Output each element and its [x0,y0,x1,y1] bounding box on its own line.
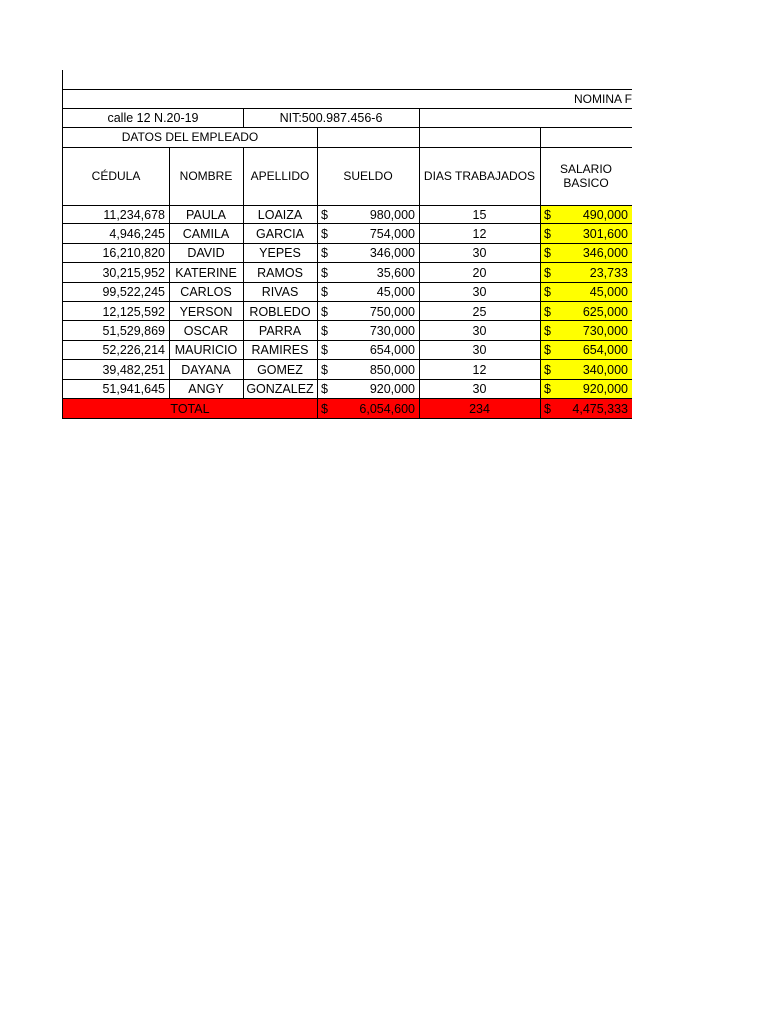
cell-value: 12,125,592 [102,304,165,319]
currency-sign: $ [321,304,328,319]
cell-sueldo [317,205,419,224]
cell-dias [419,224,540,243]
cell-value: 30 [472,246,487,261]
grid-line [317,127,318,147]
cell-value: 51,529,869 [102,324,165,339]
currency-sign: $ [321,265,328,280]
cell-value: 346,000 [582,246,628,261]
cell-salario [540,244,632,263]
cell-value: 52,226,214 [102,343,165,358]
cell-apellido [243,341,317,360]
cell-apellido [243,283,317,302]
cell-value: 35,600 [376,265,415,280]
currency-sign: $ [321,382,328,397]
cell-value: 30 [472,324,487,339]
grid-line [62,379,632,380]
grid-line [62,262,632,263]
cell-dias [419,302,540,321]
currency-sign: $ [544,227,551,242]
cell-cedula [63,321,169,340]
cell-value: 346,000 [369,246,415,261]
cell-cedula [63,263,169,282]
cell-value: DAVID [187,246,225,261]
currency-sign: $ [544,343,551,358]
header-cedula: CÉDULA [91,169,141,183]
cell-value: 45,000 [376,285,415,300]
cell-salario [540,341,632,360]
header-sueldo: SUELDO [343,169,393,183]
cell-salario [540,321,632,340]
cell-salario [540,380,632,399]
cell-value: 730,000 [582,324,628,339]
currency-sign: $ [321,343,328,358]
cell-value: 340,000 [582,362,628,377]
currency-sign: $ [544,362,551,377]
cell-value: 23,733 [589,265,628,280]
grid-line [62,301,632,302]
section-title: DATOS DEL EMPLEADO [121,130,259,144]
currency-sign: $ [321,324,328,339]
cell-value: GOMEZ [257,362,303,377]
cell-nombre [169,380,243,399]
grid-line [62,359,632,360]
cell-dias [419,360,540,379]
grid-line [62,127,632,128]
cell-sueldo [317,360,419,379]
grid-line [169,147,170,399]
cell-salario [540,224,632,243]
cell-value: 30,215,952 [102,265,165,280]
cell-value: GARCIA [256,227,304,242]
cell-value: 30 [472,343,487,358]
cell-sueldo [317,263,419,282]
cell-apellido [243,321,317,340]
grid-line [419,108,420,148]
cell-value: 25 [472,304,487,319]
total-label [63,399,317,418]
currency-sign: $ [321,246,328,261]
cell-value: 654,000 [369,343,415,358]
grid-line [62,89,632,90]
cell-nombre [169,283,243,302]
cell-value: YEPES [259,246,301,261]
cell-value: 12 [472,227,487,242]
cell-sueldo [317,341,419,360]
grid-line [62,205,632,206]
cell-sueldo [317,302,419,321]
cell-value: DAYANA [181,362,231,377]
cell-salario [540,263,632,282]
cell-value: 850,000 [369,362,415,377]
grid-line [62,398,632,399]
sheet-title: NOMINA F [573,92,632,106]
cell-value: 920,000 [582,382,628,397]
grid-line [62,70,63,90]
cell-value: 20 [472,265,487,280]
cell-value: 490,000 [582,207,628,222]
grid-line [317,147,318,419]
cell-value: 754,000 [369,227,415,242]
cell-value: PAULA [185,207,227,222]
cell-value: ROBLEDO [249,304,311,319]
header-salario-basico: SALARIO BASICO [559,162,613,190]
cell-nombre [169,302,243,321]
cell-value: 4,946,245 [109,227,165,242]
cell-nombre [169,263,243,282]
cell-value: 980,000 [369,207,415,222]
total-salario [540,399,632,418]
cell-value: 30 [472,285,487,300]
currency-sign: $ [544,382,551,397]
company-nit: NIT:500.987.456-6 [279,110,383,125]
total-label-text: TOTAL [170,401,210,416]
cell-value: KATERINE [175,265,237,280]
cell-nombre [169,360,243,379]
grid-line [62,223,632,224]
cell-apellido [243,224,317,243]
total-sueldo-value: 6,054,600 [359,401,415,416]
cell-cedula [63,341,169,360]
cell-sueldo [317,244,419,263]
total-dias [419,399,540,418]
cell-value: 99,522,245 [102,285,165,300]
cell-nombre [169,341,243,360]
grid-line [62,340,632,341]
cell-apellido [243,380,317,399]
cell-value: 301,600 [582,227,628,242]
cell-cedula [63,283,169,302]
cell-value: CAMILA [182,227,230,242]
cell-dias [419,283,540,302]
cell-nombre [169,244,243,263]
cell-cedula [63,244,169,263]
grid-line [62,89,63,419]
grid-line [243,147,244,399]
cell-dias [419,263,540,282]
cell-value: GONZALEZ [246,382,314,397]
cell-value: RAMOS [257,265,303,280]
cell-apellido [243,244,317,263]
cell-cedula [63,205,169,224]
cell-value: OSCAR [183,324,229,339]
header-nombre: NOMBRE [179,169,233,183]
currency-sign: $ [544,324,551,339]
grid-line [62,282,632,283]
company-address: calle 12 N.20-19 [107,110,199,125]
cell-dias [419,244,540,263]
header-dias-trabajados: DIAS TRABAJADOS [423,169,536,183]
cell-value: PARRA [258,324,302,339]
grid-line [62,147,632,148]
cell-value: MAURICIO [174,343,238,358]
cell-apellido [243,360,317,379]
cell-apellido [243,302,317,321]
cell-cedula [63,380,169,399]
cell-value: RAMIRES [251,343,309,358]
cell-value: 625,000 [582,304,628,319]
cell-value: 750,000 [369,304,415,319]
cell-value: CARLOS [180,285,232,300]
cell-value: 39,482,251 [102,362,165,377]
cell-value: 45,000 [589,285,628,300]
cell-value: LOAIZA [257,207,303,222]
currency-sign: $ [544,285,551,300]
cell-value: 15 [472,207,487,222]
cell-value: ANGY [188,382,224,397]
cell-sueldo [317,224,419,243]
cell-salario [540,360,632,379]
cell-cedula [63,302,169,321]
grid-line [419,147,420,419]
currency-sign: $ [321,207,328,222]
cell-dias [419,321,540,340]
grid-line [62,243,632,244]
cell-value: 11,234,678 [103,207,165,222]
cell-dias [419,380,540,399]
cell-value: 51,941,645 [102,382,165,397]
grid-line [62,320,632,321]
cell-salario [540,302,632,321]
cell-value: 920,000 [369,382,415,397]
currency-sign: $ [544,304,551,319]
grid-line [540,127,541,147]
currency-sign: $ [321,285,328,300]
cell-dias [419,205,540,224]
grid-line [62,418,632,419]
total-salario-value: 4,475,333 [572,401,628,416]
currency-sign: $ [544,207,551,222]
currency-sign: $ [544,401,551,416]
cell-sueldo [317,321,419,340]
cell-apellido [243,205,317,224]
cell-cedula [63,224,169,243]
cell-sueldo [317,283,419,302]
cell-value: 654,000 [582,343,628,358]
cell-value: 30 [472,382,487,397]
grid-line [540,147,541,419]
total-sueldo [317,399,419,418]
cell-nombre [169,321,243,340]
total-dias-value: 234 [469,401,490,416]
currency-sign: $ [321,227,328,242]
grid-line [243,108,244,128]
cell-dias [419,341,540,360]
cell-value: YERSON [179,304,233,319]
cell-apellido [243,263,317,282]
currency-sign: $ [321,401,328,416]
currency-sign: $ [321,362,328,377]
cell-value: 16,210,820 [102,246,165,261]
cell-value: 12 [472,362,487,377]
cell-cedula [63,360,169,379]
cell-value: RIVAS [261,285,299,300]
cell-salario [540,283,632,302]
cell-nombre [169,224,243,243]
currency-sign: $ [544,246,551,261]
grid-line [62,108,632,109]
cell-sueldo [317,380,419,399]
cell-value: 730,000 [369,324,415,339]
cell-nombre [169,205,243,224]
header-apellido: APELLIDO [250,169,310,183]
cell-salario [540,205,632,224]
currency-sign: $ [544,265,551,280]
